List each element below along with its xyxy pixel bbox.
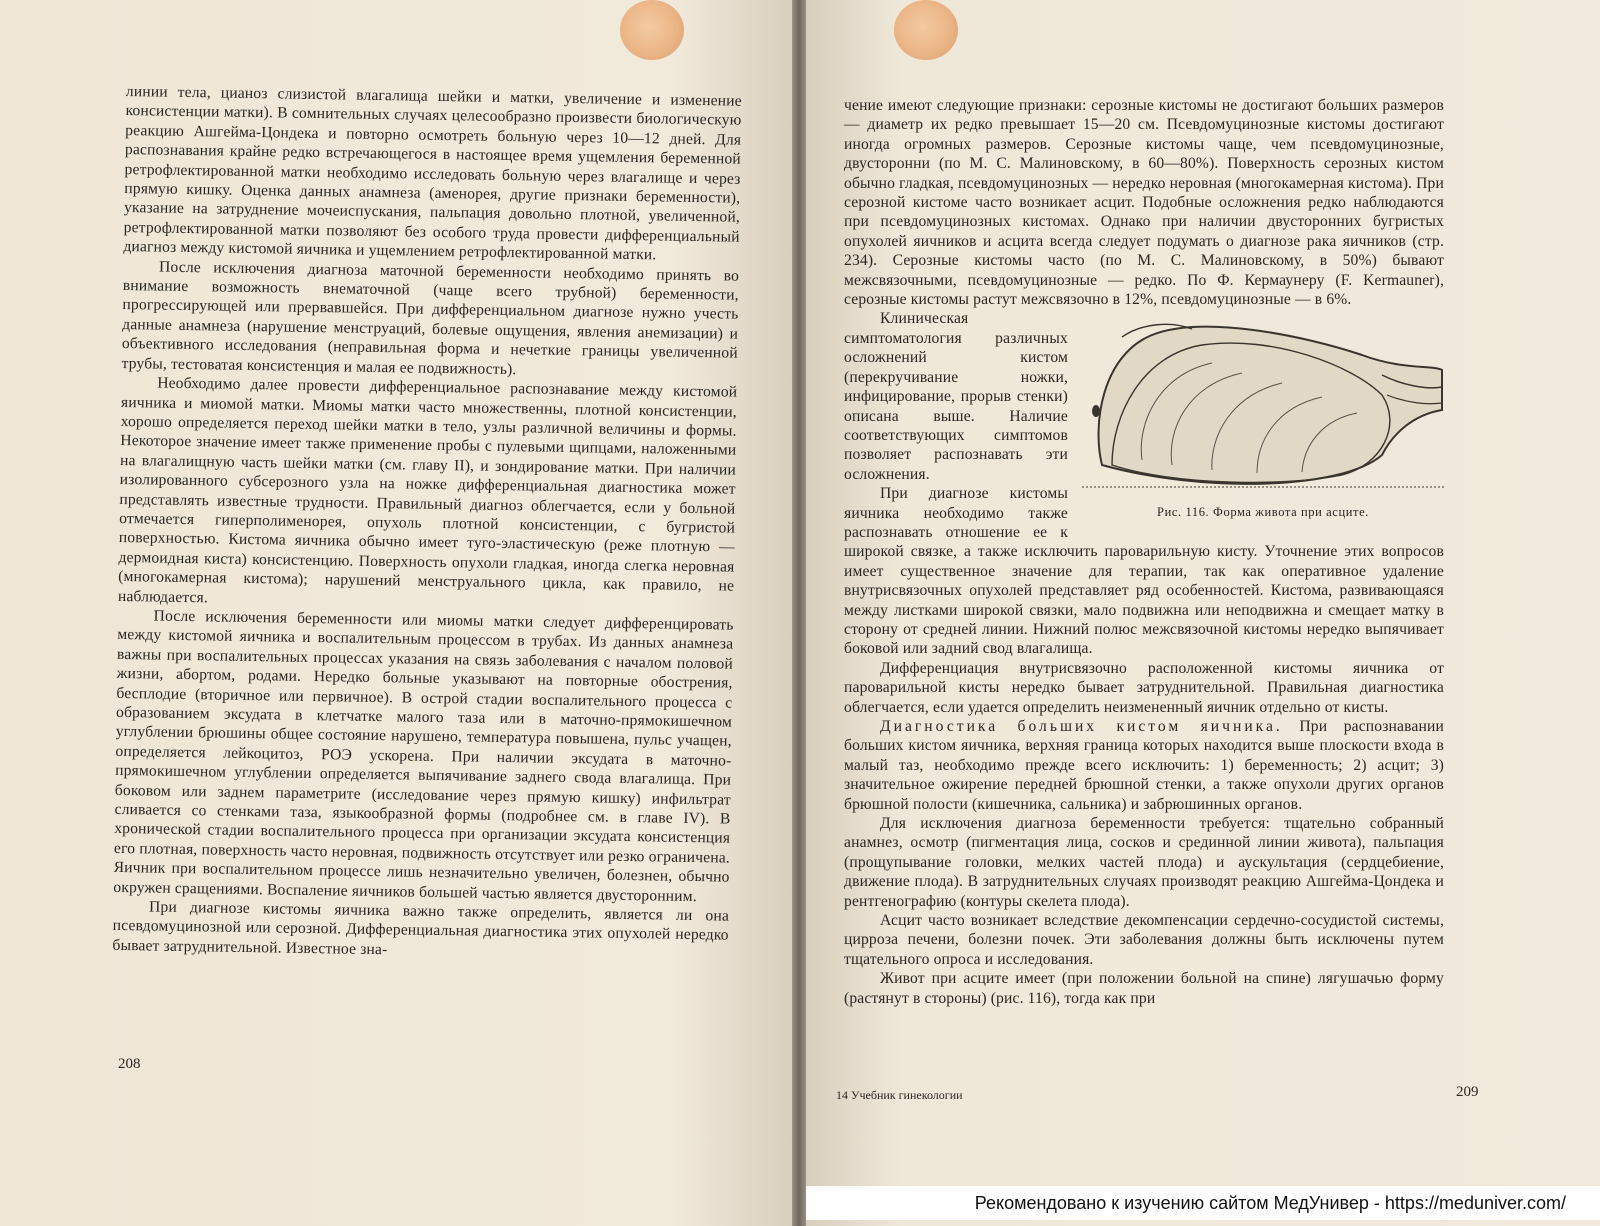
paragraph: Дифференциация внутрисвязочно расположенной кистомы яичника от пароварильной кисты нередко бывает затруднительной. Правильная диагностика облегчается, если удается определить неизмененный яичник отдельно от кисты. bbox=[844, 659, 1444, 716]
figure-wrap-block bbox=[844, 309, 1444, 658]
book-gutter bbox=[792, 0, 806, 1226]
figure-caption: Рис. 116. Форма живота при асците. bbox=[1157, 505, 1369, 520]
paragraph: Живот при асците имеет (при положении больной на спине) лягушачью форму (растянут в стороны) (рис. 116), тогда как при bbox=[844, 970, 1444, 1007]
paragraph bbox=[844, 717, 1444, 814]
paragraph-text: При распознавании больших кистом яичника, верхняя граница которых находится выше плоскости входа в малый таз, необходимо прежде всего исключить: 1) беременность; 2) асцит; 3) значительное ожирение передней брюшной стенки, а также опухоли других органов брюшной полости (кишечника, сальника) и забрюшинных органов. bbox=[844, 718, 1444, 813]
page-number: 209 bbox=[1456, 1084, 1479, 1100]
paragraph: При диагнозе кистомы яичника необходимо также распознавать отношение ее к широкой связке, а также исключить пароварильную кисту. Уточнение этих вопросов имеет существенное значение для терапии, так как оперативное удаление внутрисвязочных опухолей представляет ряд особенностей. Кистома, развивающаяся между листками широкой связки, мало подвижна или неподвижна и смещает матку в сторону от средней линии. Нижний полюс межсвязочной кистомы нередко выпячивает боковой или задний свод влагалища. bbox=[844, 485, 1444, 658]
watermark-banner: Рекомендовано к изучению сайтом МедУнивер - https://meduniver.com/ bbox=[806, 1186, 1600, 1220]
paragraph: Клиническая симптоматология различных осложнений кистом (перекручивание ножки, инфицирование, прорыв стенки) описана выше. Наличие соответствующих симптомов позволяет распознавать эти осложнения. bbox=[844, 310, 1068, 483]
paragraph: Необходимо далее провести дифференциальное распознавание между кистомой яичника и миомой матки. Миомы матки часто множественны, плотной консистенции, хорошо определяется переход шейки матки в тело, узлы различной величины и формы. Некоторое значение имеет также применение пробы с пулевыми щипцами, наложенными на влагалищную часть шейки матки (см. главу II), и зондирование матки. При наличии изолированного субсерозного узла на ножке дифференциальная диагностика может представлять известные трудности. Правильный диагноз облегчается, если у больной отмечается гиперполименорея, опухоль плотной консистенции, с бугристой поверхностью. Кистома яичника обычно имеет туго-эластическую (реже плотную — дермоидная киста) консистенцию. Поверхность опухоли гладкая, иногда слегка неровная (многокамерная кистома); нарушений менструального цикла, как правило, не наблюдается. bbox=[117, 374, 738, 606]
paragraph: Асцит часто возникает вследствие декомпенсации сердечно-сосудистой системы, цирроза печени, болезни почек. Эти заболевания должны быть исключены путем тщательного опроса и исследования. bbox=[844, 912, 1444, 968]
stain-mark bbox=[894, 0, 958, 60]
page-number: 208 bbox=[118, 1056, 141, 1072]
ascites-abdomen-illustration bbox=[1082, 315, 1444, 495]
paragraph: чение имеют следующие признаки: серозные кистомы не достигают больших размеров — диаметр их редко превышает 15—20 см. Псевдомуцинозные кистомы достигают иногда огромных размеров. Серозные кистомы чаще, чем псевдомуцинозные, двусторонни (по М. С. Малиновскому, в 60—80%). Поверхность серозных кистом обычно гладкая, псевдомуцинозных — нередко неровная (многокамерная кистома). При серозной кистоме часто возникает асцит. Подобные осложнения редко наблюдаются при псевдомуцинозных кистомах. Однако при наличии двусторонних бугристых опухолей яичников и асцита всегда следует подумать о диагнозе рака яичников (стр. 234). Серозные кистомы часто (по М. С. Малиновскому, в 50%) бывают межсвязочными, псевдомуцинозные — редко. По Ф. Кермаунеру (F. Kermauner), серозные кистомы растут межсвязочно в 12%, псевдомуцинозные — в 6%. bbox=[844, 97, 1444, 309]
paragraph: линии тела, цианоз слизистой влагалища шейки и матки, увеличение и изменение консистенции матки). В сомнительных случаях целесообразно произвести биологическую реакцию Ашгейма-Цондека и повторно осмотреть больную через 10—12 дней. Для распознавания крайне редко встречающегося в настоящее время ущемления беременной ретрофлектированной матки необходимо исследовать больную через влагалище и через прямую кишку. Оценка данных анамнеза (аменорея, другие признаки беременности), указание на затруднение мочеиспускания, пальпация довольно плотной, увеличенной, ретрофлектированной матки позволяют без особого труда провести дифференциальный диагноз между кистомой яичника и ущемлением ретрофлектированной матки. bbox=[123, 82, 742, 264]
figure-116 bbox=[1082, 315, 1444, 525]
paragraph: Для исключения диагноза беременности требуется: тщательно собранный анамнез, осмотр (пигментация лица, сосков и срединной линии живота), пальпация (прощупывание головки, мелких частей плода) и аускультация (сердцебиение, движение плода). В затруднительных случаях производят реакцию Ашгейма-Цондека и рентгенографию (контуры скелета плода). bbox=[844, 815, 1444, 910]
section-heading: Диагностика больших кистом яичника. bbox=[880, 718, 1283, 735]
left-page bbox=[0, 0, 792, 1226]
stain-mark bbox=[620, 0, 684, 60]
signature-mark: 14 Учебник гинекологии bbox=[836, 1088, 963, 1102]
paragraph: После исключения диагноза маточной беременности необходимо принять во внимание возможность внематочной (чаще всего трубной) беременности, прогрессирующей или прервавшейся. При дифференциальном диагнозе нужно учесть данные анамнеза (нарушение менструаций, болевые ощущения, явления анемизации) и объективного исследования (неправильная форма и нечеткие границы увеличенной трубы, тестоватая консистенция и малая ее подвижность). bbox=[121, 258, 740, 378]
right-page bbox=[806, 0, 1600, 1226]
left-text-column bbox=[112, 82, 742, 965]
paragraph: При диагнозе кистомы яичника важно также определить, является ли она псевдомуцинозной или серозной. Дифференциальная диагностика этих опухолей нередко бывает затруднительной. Известное зна- bbox=[112, 898, 730, 959]
paragraph: После исключения беременности или миомы матки следует дифференцировать между кистомой яичника и воспалительным процессом в трубах. Из данных анамнеза важны при воспалительных процессах указания на связь заболевания с началом половой жизни, абортом, родами. Нередко больные указывают на повторные обострения, бесплодие (вторичное или первичное). В острой стадии воспалительного процесса с образованием эксудата в клетчатке малого таза или в маточно-прямокишечном углублении брюшины общее состояние нарушено, температура повышена, пульс учащен, определяется лейкоцитоз, РОЭ ускорена. При наличии эксудата в маточно-прямокишечном углублении определяется выпячивание заднего свода влагалища. При боковом или заднем параметрите (исследование через прямую кишку) инфильтрат сливается со стенками таза, языкообразной формы (подробнее см. в главе IV). В хронической стадии воспалительного процесса при организации эксудата консистенция его плотная, поверхность часто неровная, подвижность отсутствует или резко ограничена. Яичник при воспалительном процессе лишь незначительно увеличен, болезнен, обычно окружен сращениями. Воспаление яичников большей частью является двусторонним. bbox=[113, 607, 734, 905]
right-text-column bbox=[844, 96, 1444, 1008]
